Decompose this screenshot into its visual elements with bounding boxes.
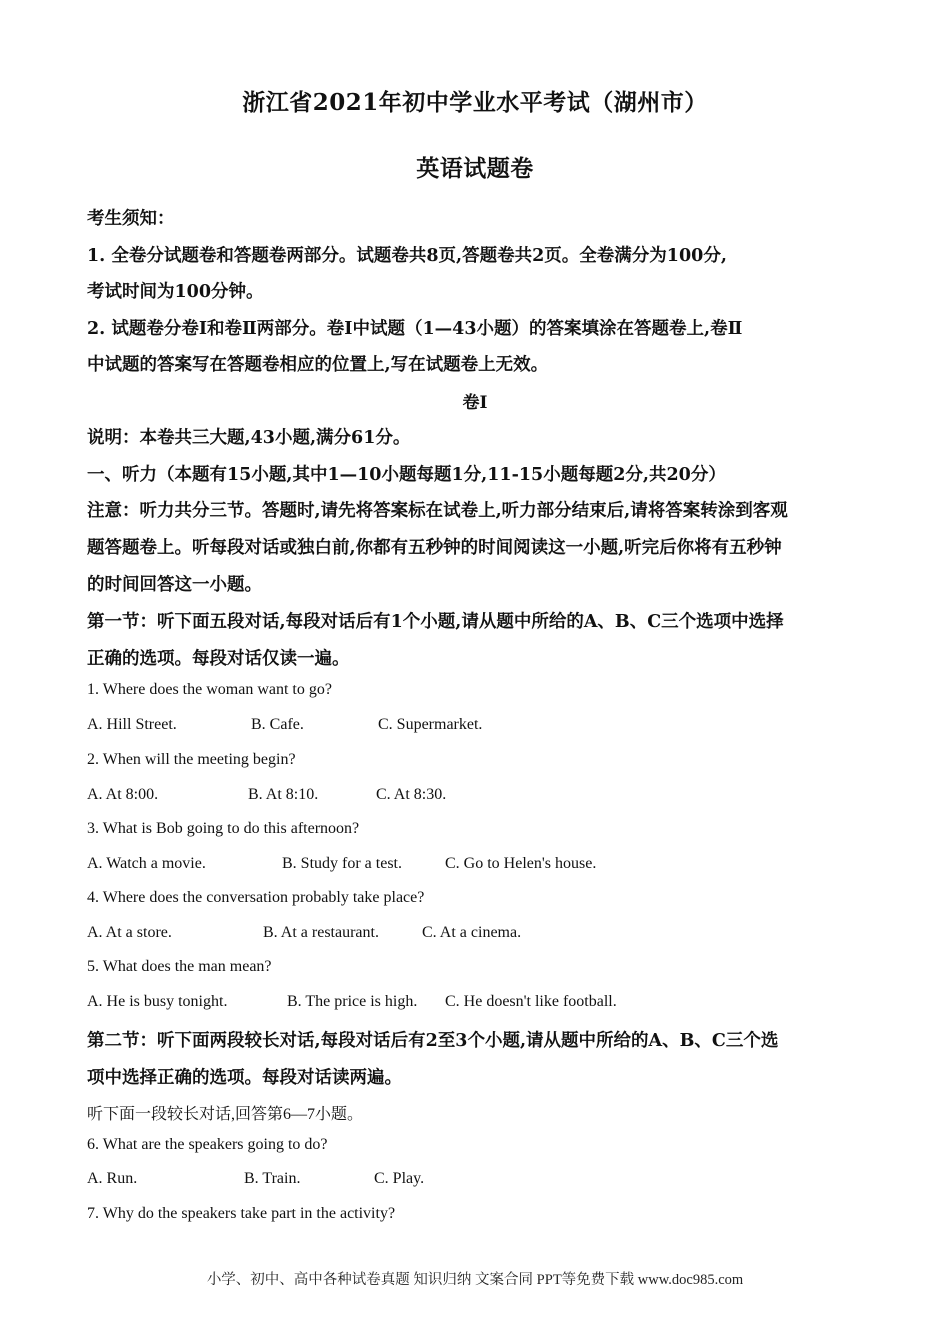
- question-1-options: [87, 716, 887, 738]
- note-line-2: 题答题卷上。听每段对话或独白前,你都有五秒钟的时间阅读这一小题,听完后你将有五秒钟: [87, 538, 782, 558]
- question-3-options: [87, 855, 887, 877]
- question-2-options: [87, 786, 887, 808]
- notice-item-1-line-2: 考试时间为100分钟。: [87, 282, 264, 302]
- question-4-option-c: C. At a cinema.: [422, 924, 522, 941]
- part2-instructions-line-2: 项中选择正确的选项。每段对话读两遍。: [87, 1068, 402, 1088]
- question-5-options: [87, 993, 887, 1015]
- question-5-option-c: C. He doesn't like football.: [445, 993, 617, 1010]
- part2-instructions-line-1: 第二节：听下面两段较长对话,每段对话后有2至3个小题,请从题中所给的A、B、C三个选: [87, 1031, 779, 1051]
- question-4: 4. Where does the conversation probably take place?: [87, 889, 425, 906]
- question-5-option-b: B. The price is high.: [287, 993, 418, 1010]
- explanation: 说明：本卷共三大题,43小题,满分61分。: [87, 428, 411, 448]
- question-2: 2. When will the meeting begin?: [87, 751, 296, 768]
- part1-instructions-line-2: 正确的选项。每段对话仅读一遍。: [87, 649, 350, 669]
- question-1-option-c: C. Supermarket.: [378, 716, 483, 733]
- notice-item-2-line-1: 2. 试题卷分卷Ⅰ和卷Ⅱ两部分。卷Ⅰ中试题（1—43小题）的答案填涂在答题卷上,卷Ⅱ: [87, 319, 743, 339]
- question-6-option-c: C. Play.: [374, 1170, 425, 1187]
- question-4-option-a: A. At a store.: [87, 924, 172, 941]
- question-2-option-c: C. At 8:30.: [376, 786, 447, 803]
- question-3-option-b: B. Study for a test.: [282, 855, 402, 872]
- question-6: 6. What are the speakers going to do?: [87, 1136, 328, 1153]
- dialogue-intro: 听下面一段较长对话,回答第6—7小题。: [87, 1106, 364, 1123]
- question-5-option-a: A. He is busy tonight.: [87, 993, 228, 1010]
- section-one-heading: 一、听力（本题有15小题,其中1—10小题每题1分,11-15小题每题2分,共20分）: [87, 465, 726, 485]
- question-3: 3. What is Bob going to do this afternoon?: [87, 820, 360, 837]
- question-1-option-b: B. Cafe.: [251, 716, 304, 733]
- volume-heading: 卷I: [462, 393, 488, 413]
- question-2-option-b: B. At 8:10.: [248, 786, 319, 803]
- question-6-options: [87, 1170, 887, 1192]
- question-7: 7. Why do the speakers take part in the activity?: [87, 1205, 396, 1222]
- question-5: 5. What does the man mean?: [87, 958, 272, 975]
- notice-item-2-line-2: 中试题的答案写在答题卷相应的位置上,写在试题卷上无效。: [87, 355, 549, 375]
- exam-subtitle: 英语试题卷: [416, 155, 534, 182]
- question-3-option-c: C. Go to Helen's house.: [445, 855, 597, 872]
- question-1: 1. Where does the woman want to go?: [87, 681, 332, 698]
- question-2-option-a: A. At 8:00.: [87, 786, 159, 803]
- part1-instructions-line-1: 第一节：听下面五段对话,每段对话后有1个小题,请从题中所给的A、B、C三个选项中选择: [87, 612, 784, 632]
- question-4-options: [87, 924, 887, 946]
- notice-item-1-line-1: 1. 全卷分试题卷和答题卷两部分。试题卷共8页,答题卷共2页。全卷满分为100分,: [87, 246, 727, 266]
- question-6-option-a: A. Run.: [87, 1170, 138, 1187]
- question-3-option-a: A. Watch a movie.: [87, 855, 206, 872]
- question-6-option-b: B. Train.: [244, 1170, 301, 1187]
- page-footer: 小学、初中、高中各种试卷真题 知识归纳 文案合同 PPT等免费下载 www.doc985.com: [206, 1272, 744, 1288]
- notice-heading: 考生须知：: [87, 209, 175, 229]
- note-line-3: 的时间回答这一小题。: [87, 575, 262, 595]
- exam-title: 浙江省2021年初中学业水平考试（湖州市）: [242, 89, 708, 116]
- note-line-1: 注意：听力共分三节。答题时,请先将答案标在试卷上,听力部分结束后,请将答案转涂到客观: [87, 501, 788, 521]
- question-4-option-b: B. At a restaurant.: [263, 924, 379, 941]
- question-1-option-a: A. Hill Street.: [87, 716, 177, 733]
